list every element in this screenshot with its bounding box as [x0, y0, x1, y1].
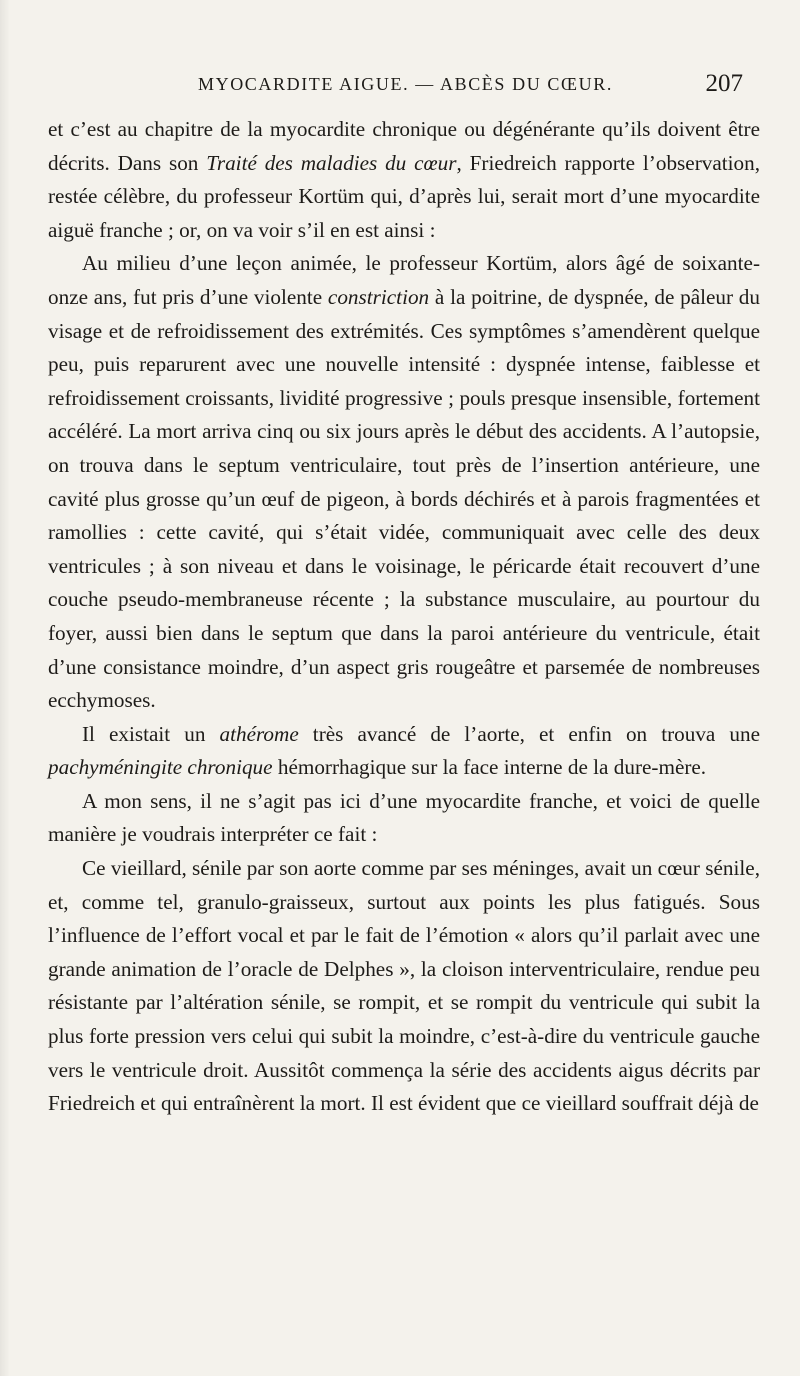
page-gutter-shadow — [0, 0, 10, 1376]
italic-term: constriction — [327, 284, 430, 309]
page-header — [0, 70, 800, 102]
paragraph-5: Ce vieillard, sénile par son aorte comme par ses méninges, avait un cœur sénile, et, comme tel, granulo-graisseux, surtout aux points les plus fatigués. Sous l’influence de l’effort vocal et par le fait de l’émotion « alors qu’il parlait avec une grande animation de l’oracle de Delphes », la cloison interventriculaire, rendue peu résistante par l’altération sénile, se rompit, et se rompit du ventricule qui subit la plus forte pression vers celui qui subit la moindre, c’est-à-dire du ventricule gauche vers le ventricule droit. Aussitôt commença la série des accidents aigus décrits par Friedreich et qui entraînèrent la mort. Il est évident que ce vieillard souffrait déjà de — [48, 856, 760, 1116]
paragraph-3: Il existait un athérome très avancé de l’aorte, et enfin on trouva une pachyméningite chronique hémorrhagique sur la face interne de la dure-mère. — [48, 721, 760, 780]
book-title-italic: Traité des maladies du cœur — [206, 150, 457, 175]
page-number: 207 — [705, 70, 743, 97]
paragraph-2: Au milieu d’une leçon animée, le professeur Kortüm, alors âgé de soixante-onze ans, fut pris d’une violente constriction à la poitrine, de dyspnée, de pâleur du visage et de refroidissement des extrémités. Ces symptômes s’amendèrent quelque peu, puis reparurent avec une nouvelle intensité : dyspnée intense, faiblesse et refroidissement croissants, lividité progressive ; pouls presque insensible, fortement accéléré. La mort arriva cinq ou six jours après le début des accidents. A l’autopsie, on trouva dans le septum ventriculaire, tout près de l’insertion antérieure, une cavité plus grosse qu’un œuf de pigeon, à bords déchirés et à parois fragmentées et ramollies : cette cavité, qui s’était vidée, communiquait avec celle des deux ventricules ; à son niveau et dans le voisinage, le péricarde était recouvert d’une couche pseudo-membraneuse récente ; la substance musculaire, au pourtour du foyer, aussi bien dans le septum que dans la paroi antérieure du ventricule, était d’une consistance moindre, d’un aspect gris rougeâtre et parsemée de nombreuses ecchymoses. — [48, 251, 760, 713]
italic-term: pachyméningite chronique — [48, 755, 273, 780]
paragraph-4: A mon sens, il ne s’agit pas ici d’une myocardite franche, et voici de quelle manière je voudrais interpréter ce fait : — [48, 788, 760, 847]
running-title: MYOCARDITE AIGUE. — ABCÈS DU CŒUR. — [198, 74, 613, 94]
body-text — [48, 113, 760, 1121]
italic-term: athérome — [219, 721, 299, 746]
paragraph-1: et c’est au chapitre de la myocardite chronique ou dégénérante qu’ils doivent être décrits. Dans son Traité des maladies du cœur, Friedreich rapporte l’observation, restée célèbre, du professeur Kortüm qui, d’après lui, serait mort d’une myocardite aiguë franche ; or, on va voir s’il en est ainsi : — [48, 117, 761, 242]
